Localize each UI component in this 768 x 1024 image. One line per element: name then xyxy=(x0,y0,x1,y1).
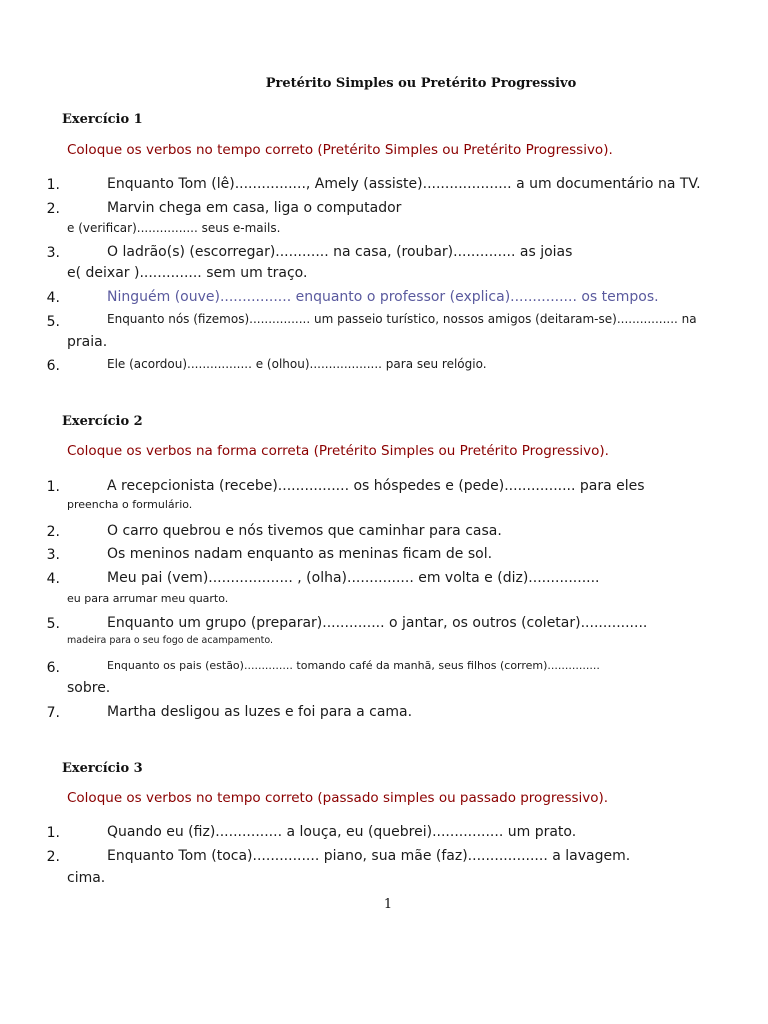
ex2-item-2-number: 2. xyxy=(46,524,60,540)
ex2-item-3-text: Os meninos nadam enquanto as meninas ficam de sol. xyxy=(107,546,493,562)
ex2-item-4-text: Meu pai (vem)................... , (olha)............... em volta e (diz)................ xyxy=(107,570,600,586)
page-number: 1 xyxy=(383,897,393,912)
ex2-item-5-text-cont: madeira para o seu fogo de acampamento. xyxy=(67,635,273,646)
ex1-item-3-text: O ladrão(s) (escorregar)............ na casa, (roubar).............. as joias xyxy=(107,244,573,260)
ex2-item-1-number: 1. xyxy=(46,479,60,495)
ex1-item-6-number: 6. xyxy=(46,358,60,374)
ex2-item-1-text: A recepcionista (recebe)................ os hóspedes e (pede)................ para eles xyxy=(107,478,645,494)
ex1-item-4-number: 4. xyxy=(46,290,60,306)
ex3-item-1-text: Quando eu (fiz)............... a louça, eu (quebrei)................ um prato. xyxy=(107,824,577,840)
ex1-item-1-text: Enquanto Tom (lê)................, Amely (assiste).................... a um documentário na TV. xyxy=(107,176,701,192)
ex3-item-2-number: 2. xyxy=(46,849,60,865)
exercise-3-heading: Exercício 3 xyxy=(62,761,143,776)
exercise-3-instruction: Coloque os verbos no tempo correto (passado simples ou passado progressivo). xyxy=(67,790,609,806)
exercise-1-heading: Exercício 1 xyxy=(62,112,143,127)
ex2-item-1-text-cont: preencha o formulário. xyxy=(67,498,193,511)
ex1-item-4-text: Ninguém (ouve)................ enquanto o professor (explica)............... os tempos. xyxy=(107,289,659,305)
ex2-item-2-text: O carro quebrou e nós tivemos que caminhar para casa. xyxy=(107,523,502,539)
ex2-item-6-number: 6. xyxy=(46,660,60,676)
ex2-item-4-text-cont: eu para arrumar meu quarto. xyxy=(67,592,229,605)
ex1-item-2-text: Marvin chega em casa, liga o computador xyxy=(107,200,402,216)
ex1-item-5-number: 5. xyxy=(46,314,60,330)
ex1-item-3-number: 3. xyxy=(46,245,60,261)
page-title: Pretérito Simples ou Pretérito Progressivo xyxy=(265,76,577,91)
ex1-item-2-number: 2. xyxy=(46,201,60,217)
ex2-item-7-text: Martha desligou as luzes e foi para a cama. xyxy=(107,704,413,720)
ex2-item-6-text: Enquanto os pais (estão).............. tomando café da manhã, seus filhos (correm)............... xyxy=(107,659,600,672)
ex2-item-5-text: Enquanto um grupo (preparar).............. o jantar, os outros (coletar)............... xyxy=(107,615,648,631)
ex2-item-3-number: 3. xyxy=(46,547,60,563)
ex2-item-5-number: 5. xyxy=(46,616,60,632)
ex1-item-3-text-cont: e( deixar ).............. sem um traço. xyxy=(67,265,308,281)
ex2-item-6-text-cont: sobre. xyxy=(67,680,111,696)
ex1-item-2-text-cont: e (verificar)................ seus e-mails. xyxy=(67,221,281,235)
ex3-item-1-number: 1. xyxy=(46,825,60,841)
exercise-2-instruction: Coloque os verbos na forma correta (Pretérito Simples ou Pretérito Progressivo). xyxy=(67,443,609,459)
ex3-item-2-text-cont: cima. xyxy=(67,870,106,886)
ex1-item-6-text: Ele (acordou)................. e (olhou)................... para seu relógio. xyxy=(107,357,487,371)
ex3-item-2-text: Enquanto Tom (toca)............... piano, sua mãe (faz).................. a lavagem. xyxy=(107,848,631,864)
ex2-item-7-number: 7. xyxy=(46,705,60,721)
ex2-item-4-number: 4. xyxy=(46,571,60,587)
ex1-item-1-number: 1. xyxy=(46,177,60,193)
exercise-1-instruction: Coloque os verbos no tempo correto (Pretérito Simples ou Pretérito Progressivo). xyxy=(67,142,613,158)
ex1-item-5-text: Enquanto nós (fizemos)................ um passeio turístico, nossos amigos (deitaram-se)................ na xyxy=(107,312,697,326)
ex1-item-5-text-cont: praia. xyxy=(67,334,108,350)
exercise-2-heading: Exercício 2 xyxy=(62,414,143,429)
